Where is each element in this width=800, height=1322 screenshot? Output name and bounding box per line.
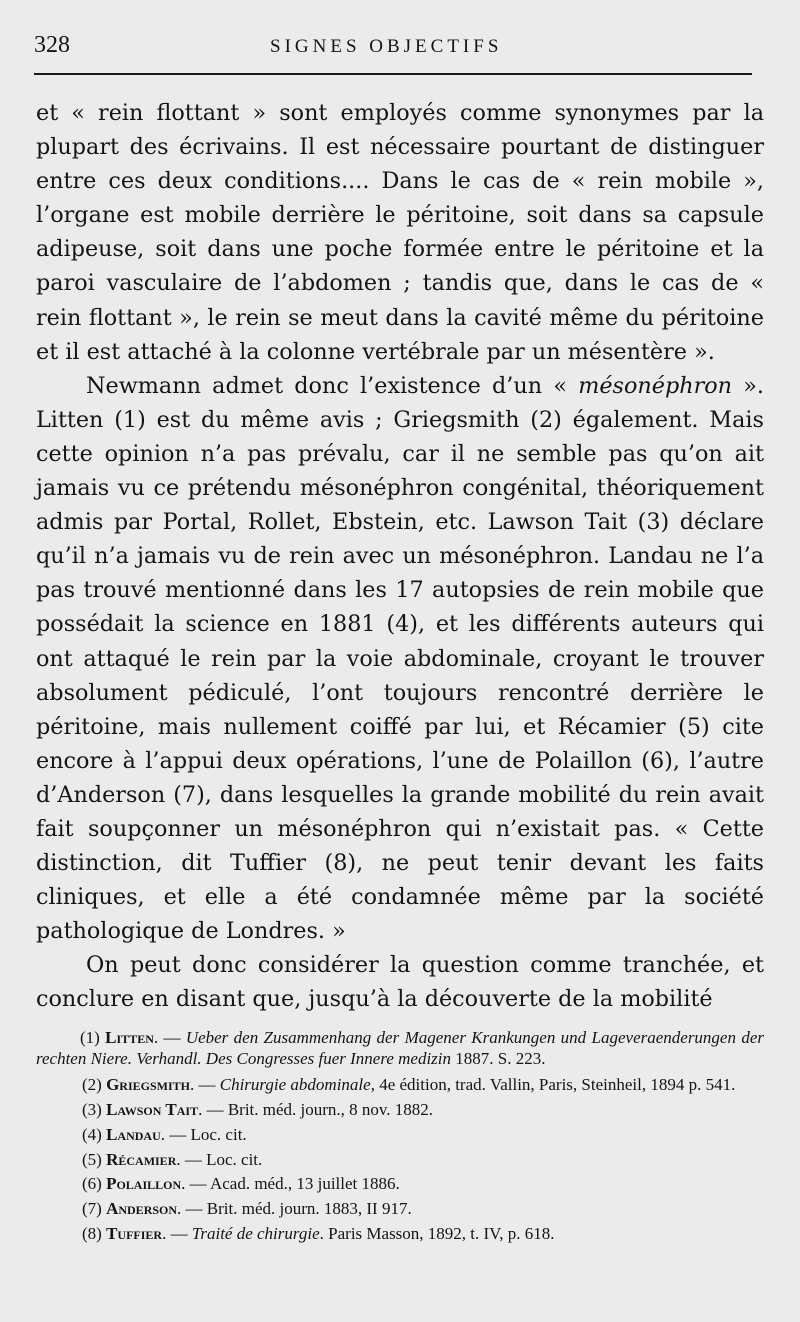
- author-name: Litten: [105, 1028, 154, 1047]
- text-segment: (3): [82, 1100, 107, 1120]
- text-segment: , 4e édition, trad. Vallin, Paris, Steinheil, 1894 p. 541.: [370, 1075, 736, 1095]
- author-name: Tuffier: [106, 1223, 163, 1243]
- footnote: [36, 1100, 764, 1121]
- body-paragraph: [36, 948, 764, 1016]
- text-segment: . — Loc. cit.: [176, 1149, 263, 1169]
- text-segment: . —: [153, 1028, 186, 1047]
- running-title: SIGNES OBJECTIFS: [270, 36, 503, 57]
- page-header: [34, 30, 752, 70]
- text-segment: (5): [82, 1149, 107, 1169]
- text-segment: (4): [82, 1124, 107, 1144]
- text-segment: (6): [82, 1174, 107, 1194]
- footnote: [36, 1150, 764, 1171]
- italic-text: Traité de chirurgie: [191, 1223, 320, 1243]
- text-segment: ». Litten (1) est du même avis ; Griegsmith (2) également. Mais cette opinion n’a pas prévalu, car il ne semble pas qu’on ait jamais vu ce prétendu mésonéphron congénital, théoriquement admis par Portal, Rollet, Ebstein, etc. Lawson Tait (3) déclare qu’il n’a jamais vu de rein avec un mésonéphron. Landau ne l’a pas trouvé mentionné dans les 17 autopsies de rein mobile que possédait la science en 1881 (4), et les différents auteurs qui ont attaqué le rein par la voie abdominale, croyant le trouver absolument pédiculé, l’ont toujours rencontré derrière le péritoine, mais nullement coiffé par lui, et Récamier (5) cite encore à l’appui deux opérations, l’une de Polaillon (6), l’autre d’Anderson (7), dans lesquelles la grande mobilité du rein avait fait soupçonner un mésonéphron qui n’existait pas. « Cette distinction, dit Tuffier (8), ne peut tenir devant les faits cliniques, et elle a été condamnée même par la société pathologique de Londres. »: [36, 372, 764, 945]
- body-text: [36, 96, 764, 1017]
- text-segment: . — Brit. méd. journ., 8 nov. 1882.: [198, 1100, 434, 1120]
- footnote: [36, 1174, 764, 1195]
- text-segment: . Paris Masson, 1892, t. IV, p. 618.: [319, 1223, 555, 1243]
- author-name: Polaillon: [106, 1174, 182, 1194]
- footnotes: [36, 1028, 764, 1248]
- text-segment: (1): [80, 1028, 106, 1047]
- footnote: [36, 1125, 764, 1146]
- text-segment: (8): [82, 1223, 107, 1243]
- text-segment: Newmann admet donc l’existence d’un «: [86, 372, 579, 399]
- header-rule: [34, 73, 752, 75]
- text-segment: (7): [82, 1198, 107, 1218]
- text-segment: . — Brit. méd. journ. 1883, II 917.: [177, 1198, 412, 1218]
- italic-text: mésonéphron: [578, 372, 733, 399]
- author-name: Lawson Tait: [106, 1100, 199, 1120]
- text-segment: . —: [162, 1223, 192, 1243]
- author-name: Anderson: [106, 1198, 178, 1218]
- body-paragraph: [36, 369, 764, 949]
- text-segment: 1887. S. 223.: [451, 1048, 546, 1068]
- body-paragraph: [36, 96, 764, 369]
- italic-text: Chirurgie abdominale: [219, 1075, 371, 1095]
- text-segment: On peut donc considérer la question comme tranchée, et conclure en disant que, jusqu’à la découverte de la mobilité: [36, 952, 764, 1013]
- author-name: Griegsmith: [106, 1075, 190, 1095]
- text-segment: (2): [82, 1075, 107, 1095]
- footnote: [36, 1075, 764, 1096]
- text-segment: . — Acad. méd., 13 juillet 1886.: [181, 1174, 400, 1194]
- text-segment: et « rein flottant » sont employés comme synonymes par la plupart des écrivains. Il est nécessaire pourtant de distinguer entre ces deux conditions.... Dans le cas de « rein mobile », l’organe est mobile derrière le péritoine, soit dans sa capsule adipeuse, soit dans une poche formée entre le péritoine et la paroi vasculaire de l’abdomen ; tandis que, dans le cas de « rein flottant », le rein se meut dans la cavité même du péritoine et il est attaché à la colonne vertébrale par un mésentère ».: [36, 100, 764, 365]
- italic-text: Ueber den Zusammenhang der Magener Krankungen und Lageveraenderungen der rechten Niere. Verhandl. Des Congresses fuer Innere medizin: [36, 1028, 764, 1068]
- author-name: Landau: [106, 1124, 161, 1144]
- page-number: 328: [34, 32, 70, 58]
- author-name: Récamier: [106, 1149, 177, 1169]
- footnote: [36, 1028, 764, 1069]
- text-segment: . — Loc. cit.: [160, 1124, 247, 1144]
- footnote: [36, 1224, 764, 1245]
- footnote: [36, 1199, 764, 1220]
- text-segment: . —: [189, 1075, 220, 1095]
